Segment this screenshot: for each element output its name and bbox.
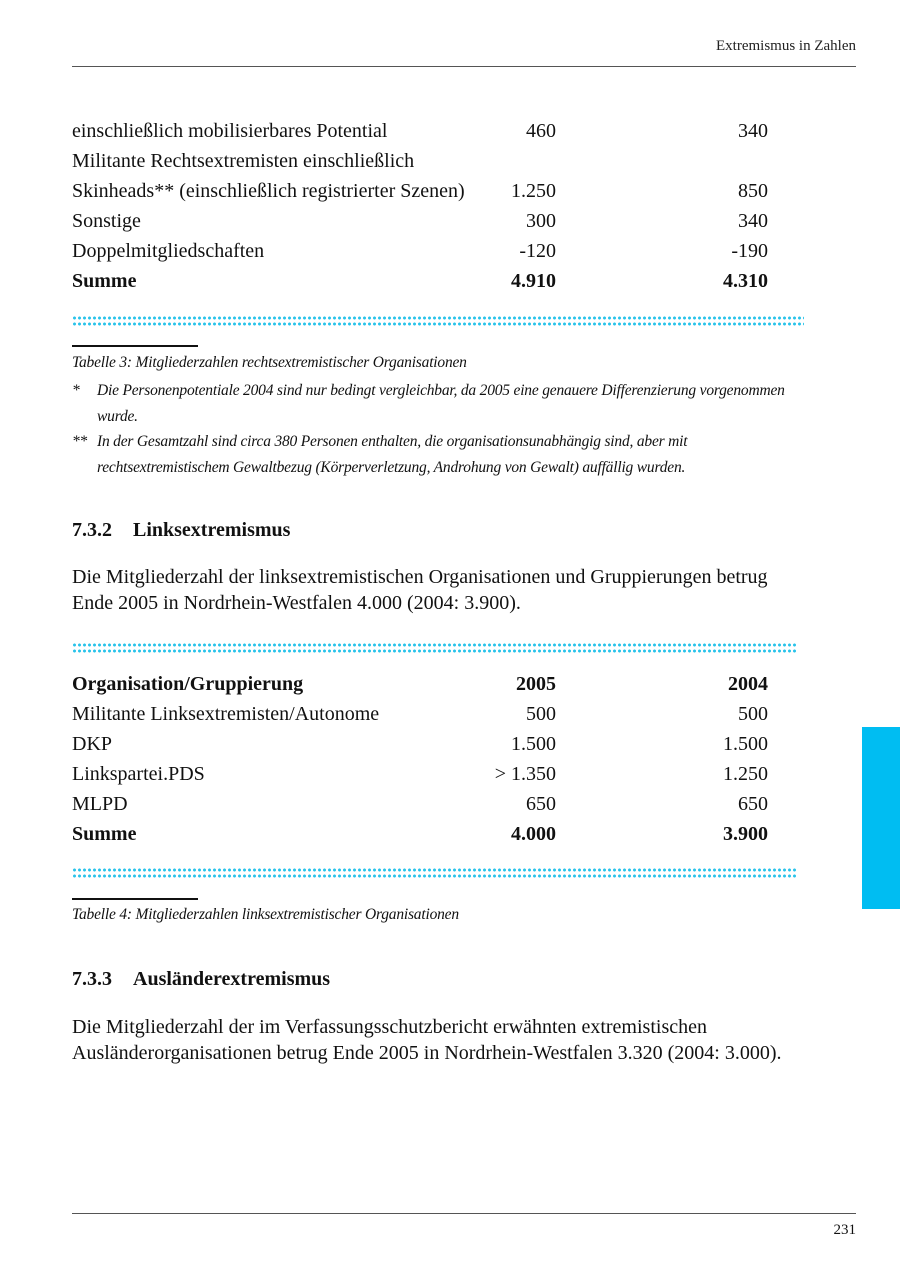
- table-header-row: [72, 669, 772, 699]
- footnote: [72, 378, 792, 430]
- table-row: [72, 729, 772, 759]
- running-head-title: Extremismus in Zahlen: [716, 38, 856, 54]
- value-2004: 3.900: [723, 823, 768, 845]
- footnote-text: Die Personenpotentiale 2004 sind nur bedingt vergleichbar, da 2005 eine genauere Differenzierung vorgenommen wurde.: [97, 382, 785, 425]
- footnote-mark: **: [72, 433, 88, 450]
- row-label: Summe: [72, 270, 137, 292]
- table-3: [72, 116, 772, 296]
- caption-rule: [72, 898, 198, 900]
- value-2004: 500: [738, 703, 768, 725]
- value-2005: 500: [526, 703, 556, 725]
- table-row: [72, 789, 772, 819]
- value-2005: 4.000: [511, 823, 556, 845]
- section-title: Linksextremismus: [133, 519, 291, 541]
- value-2004: -190: [731, 240, 768, 262]
- section-number: 7.3.3: [72, 968, 112, 990]
- value-2004: 4.310: [723, 270, 768, 292]
- value-2005: 650: [526, 793, 556, 815]
- row-label: DKP: [72, 733, 113, 755]
- dotted-separator: [72, 314, 804, 328]
- table-row: [72, 759, 772, 789]
- row-label: Sonstige: [72, 210, 141, 232]
- value-2005: 300: [526, 210, 556, 232]
- value-2004: 1.250: [723, 763, 768, 785]
- column-header: Organisation/Gruppierung: [72, 673, 304, 695]
- row-label: Doppelmitgliedschaften: [72, 240, 265, 262]
- value-2004: 850: [738, 180, 768, 202]
- footnote: [72, 429, 792, 481]
- value-2004: 340: [738, 210, 768, 232]
- row-label: Militante Linksextremisten/Autonome: [72, 703, 380, 725]
- column-header: 2004: [728, 673, 768, 695]
- section-heading: [72, 519, 290, 542]
- table-row: [72, 236, 772, 266]
- dotted-separator: [72, 641, 798, 655]
- value-2004: 1.500: [723, 733, 768, 755]
- section-paragraph: Die Mitgliederzahl der linksextremistischen Organisationen und Gruppierungen betrug Ende 2005 in Nordrhein-Westfalen 4.000 (2004: 3.900).: [72, 566, 768, 614]
- table-4-caption: Tabelle 4: Mitgliederzahlen linksextremistischer Organisationen: [72, 906, 459, 923]
- section-paragraph: Die Mitgliederzahl der im Verfassungsschutzbericht erwähnten extremistischen Ausländerorganisationen betrug Ende 2005 in Nordrhein-Westfalen 3.320 (2004: 3.000).: [72, 1016, 782, 1064]
- value-2005: 1.250: [511, 180, 556, 202]
- table-3-caption: Tabelle 3: Mitgliederzahlen rechtsextremistischer Organisationen: [72, 354, 467, 371]
- value-2005: > 1.350: [494, 763, 556, 785]
- value-2005: -120: [519, 240, 556, 262]
- row-label: MLPD: [72, 793, 128, 815]
- section-number: 7.3.2: [72, 519, 112, 541]
- section-heading: [72, 968, 330, 991]
- row-label: Skinheads** (einschließlich registrierter Szenen): [72, 180, 465, 202]
- table-row: [72, 116, 772, 146]
- value-2005: 460: [526, 120, 556, 142]
- footnote-text: In der Gesamtzahl sind circa 380 Personen enthalten, die organisationsunabhängig sind, aber mit rechtsextremistischem Gewaltbezug (Körperverletzung, Androhung von Gewalt) auffällig wurden.: [97, 433, 688, 476]
- row-label: Summe: [72, 823, 137, 845]
- value-2004: 650: [738, 793, 768, 815]
- column-header: 2005: [516, 673, 556, 695]
- footer-rule: [72, 1213, 856, 1214]
- table-row: [72, 146, 772, 176]
- header-rule: [72, 66, 856, 67]
- value-2005: 4.910: [511, 270, 556, 292]
- table-row: [72, 176, 772, 206]
- dotted-separator: [72, 866, 798, 880]
- footnote-mark: *: [72, 382, 80, 399]
- row-label: einschließlich mobilisierbares Potential: [72, 120, 388, 142]
- value-2004: 340: [738, 120, 768, 142]
- chapter-side-tab: [862, 727, 900, 909]
- table-row: [72, 699, 772, 729]
- table-4: [72, 669, 772, 849]
- caption-rule: [72, 345, 198, 347]
- value-2005: 1.500: [511, 733, 556, 755]
- table-sum-row: [72, 819, 772, 849]
- table-row: [72, 206, 772, 236]
- section-title: Ausländerextremismus: [133, 968, 331, 990]
- row-label: Linkspartei.PDS: [72, 763, 205, 785]
- row-label: Militante Rechtsextremisten einschließlich: [72, 150, 415, 172]
- table-sum-row: [72, 266, 772, 296]
- page-number: 231: [833, 1222, 856, 1238]
